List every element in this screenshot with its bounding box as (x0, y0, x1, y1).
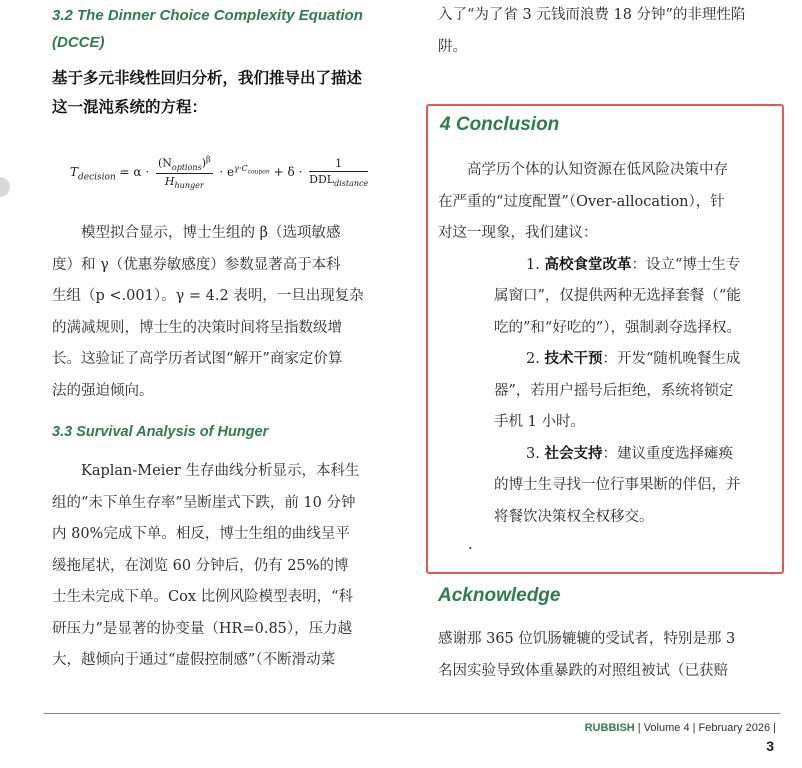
eq-plus: + δ · (269, 165, 307, 180)
eq-den2-sub: distance (334, 179, 369, 189)
eq-den: H (164, 174, 175, 188)
eq-mid: · e (215, 165, 235, 180)
item-text: 建议重度选择瘫痪 (616, 445, 733, 462)
recommendation-item-2 (438, 344, 774, 439)
volume-info: | Volume 4 | February 2026 | (634, 722, 776, 734)
para-line: 法的强迫倾向。 (52, 382, 154, 399)
para-line: 入了“为了省 3 元钱而浪费 18 分钟”的非理性陷 (438, 7, 746, 23)
eq-fraction-1 (156, 155, 213, 190)
item-title: 技术干预 (544, 351, 603, 367)
item-number: 3. (526, 445, 545, 462)
para-line: 感谢那 365 位饥肠辘辘的受试者，特别是那 3 (438, 631, 736, 647)
eq-num-sub: options (171, 162, 202, 172)
para-line: 的博士生寻找一位行事果断的伴侣，并 (494, 477, 741, 493)
para-3-3 (52, 456, 388, 677)
para-line: 生组（p <.001）。γ = 4.2 表明，一旦出现复杂 (52, 288, 364, 304)
para-line: 高学历个体的认知资源在低风险决策中存 (438, 162, 728, 178)
para-line: 组的“未下单生存率”呈断崖式下跌，前 10 分钟 (52, 494, 356, 511)
eq-den-sub: hunger (174, 181, 204, 191)
para-line: 名因实验导致体重暴跌的对照组被试（已获赔 (438, 662, 728, 679)
item-text: 开发“随机晚餐生成 (616, 351, 741, 367)
eq-den2: DDL (309, 172, 335, 186)
para-line: 模型拟合显示，博士生组的 β（选项敏感 (52, 225, 341, 241)
page-nav-dot[interactable] (0, 177, 10, 197)
eq-sign: = α · (115, 165, 153, 180)
item-first-line (494, 439, 774, 471)
eq-num2: 1 (309, 157, 368, 172)
conclusion-title: 4 Conclusion (440, 114, 560, 135)
footer-divider (44, 713, 780, 714)
eq-num-sup: β (205, 155, 211, 164)
para-3-2 (52, 218, 388, 407)
item-text: 设立“博士生专 (645, 256, 741, 273)
para-line: 缓拖尾状，在浏览 60 分钟后，仍有 25%的博 (52, 557, 349, 574)
lead-statement (52, 64, 388, 122)
item-title: 高校食堂改革 (544, 256, 632, 273)
trailing-dot: . (468, 537, 473, 553)
item-colon: ： (631, 256, 646, 273)
para-line: 在严重的“过度配置”（Over-allocation），针 (438, 193, 725, 210)
para-line: 士生未完成下单。Cox 比例风险模型表明，“科 (52, 589, 354, 605)
recommendation-item-3 (438, 439, 774, 534)
item-number: 2. (526, 351, 545, 367)
eq-num: (N (157, 156, 172, 170)
para-line: Kaplan-Meier 生存曲线分析显示，本科生 (52, 463, 360, 479)
item-title: 社会支持 (544, 445, 603, 462)
para-line: 将餐饮决策权全权移交。 (494, 508, 654, 525)
lead-line: 基于多元非线性回归分析，我们推导出了描述 (52, 70, 363, 87)
recommendation-item-1 (438, 250, 774, 345)
item-colon: ： (602, 351, 617, 367)
eq-fraction-2 (309, 157, 368, 188)
item-number: 1. (526, 256, 545, 273)
dcce-equation (70, 155, 390, 201)
para-line: 研压力”是显著的协变量（HR=0.85），压力越 (52, 620, 353, 637)
page-number: 3 (766, 738, 774, 754)
acknowledge-body (438, 624, 774, 687)
eq-exp: γ·C (234, 164, 248, 174)
eq-num-close: ) (201, 156, 206, 170)
section-3-2-title-line1: 3.2 The Dinner Choice Complexity Equation (52, 7, 363, 24)
para-line: 的满减规则，博士生的决策时间将呈指数级增 (52, 319, 342, 336)
para-line: 吃的”和“好吃的”），强制剥夺选择权。 (494, 319, 741, 336)
eq-lhs-sub: decision (78, 172, 116, 183)
para-line: 大，越倾向于通过“虚假控制感”（不断滑动菜 (52, 652, 336, 668)
section-3-2-title-line2: (DCCE) (52, 34, 105, 51)
para-line: 对这一现象，我们建议： (438, 225, 598, 241)
para-line: 长。这验证了高学历者试图“解开”商家定价算 (52, 351, 343, 367)
eq-lhs: T (70, 165, 79, 180)
para-line: 内 80%完成下单。相反，博士生组的曲线呈平 (52, 526, 350, 542)
para-line: 器”，若用户摇号后拒绝，系统将锁定 (494, 382, 734, 399)
item-first-line (494, 344, 774, 376)
lead-line: 这一混沌系统的方程： (52, 99, 208, 116)
para-line: 手机 1 小时。 (494, 414, 585, 430)
item-colon: ： (602, 445, 617, 462)
section-3-3-title: 3.3 Survival Analysis of Hunger (52, 424, 269, 440)
acknowledge-title: Acknowledge (438, 585, 561, 606)
eq-exp-sub: coupon (247, 168, 270, 176)
para-line: 属窗口”，仅提供两种无选择套餐（“能 (494, 288, 741, 304)
section-3-2-title (52, 2, 388, 56)
para-line: 阱。 (438, 38, 467, 55)
para-line: 度）和 γ（优惠券敏感度）参数显著高于本科 (52, 256, 341, 273)
right-top-text (438, 0, 774, 63)
footer-meta (585, 722, 776, 734)
conclusion-body (438, 155, 774, 557)
item-first-line (494, 250, 774, 282)
journal-brand: RUBBISH (584, 722, 635, 734)
